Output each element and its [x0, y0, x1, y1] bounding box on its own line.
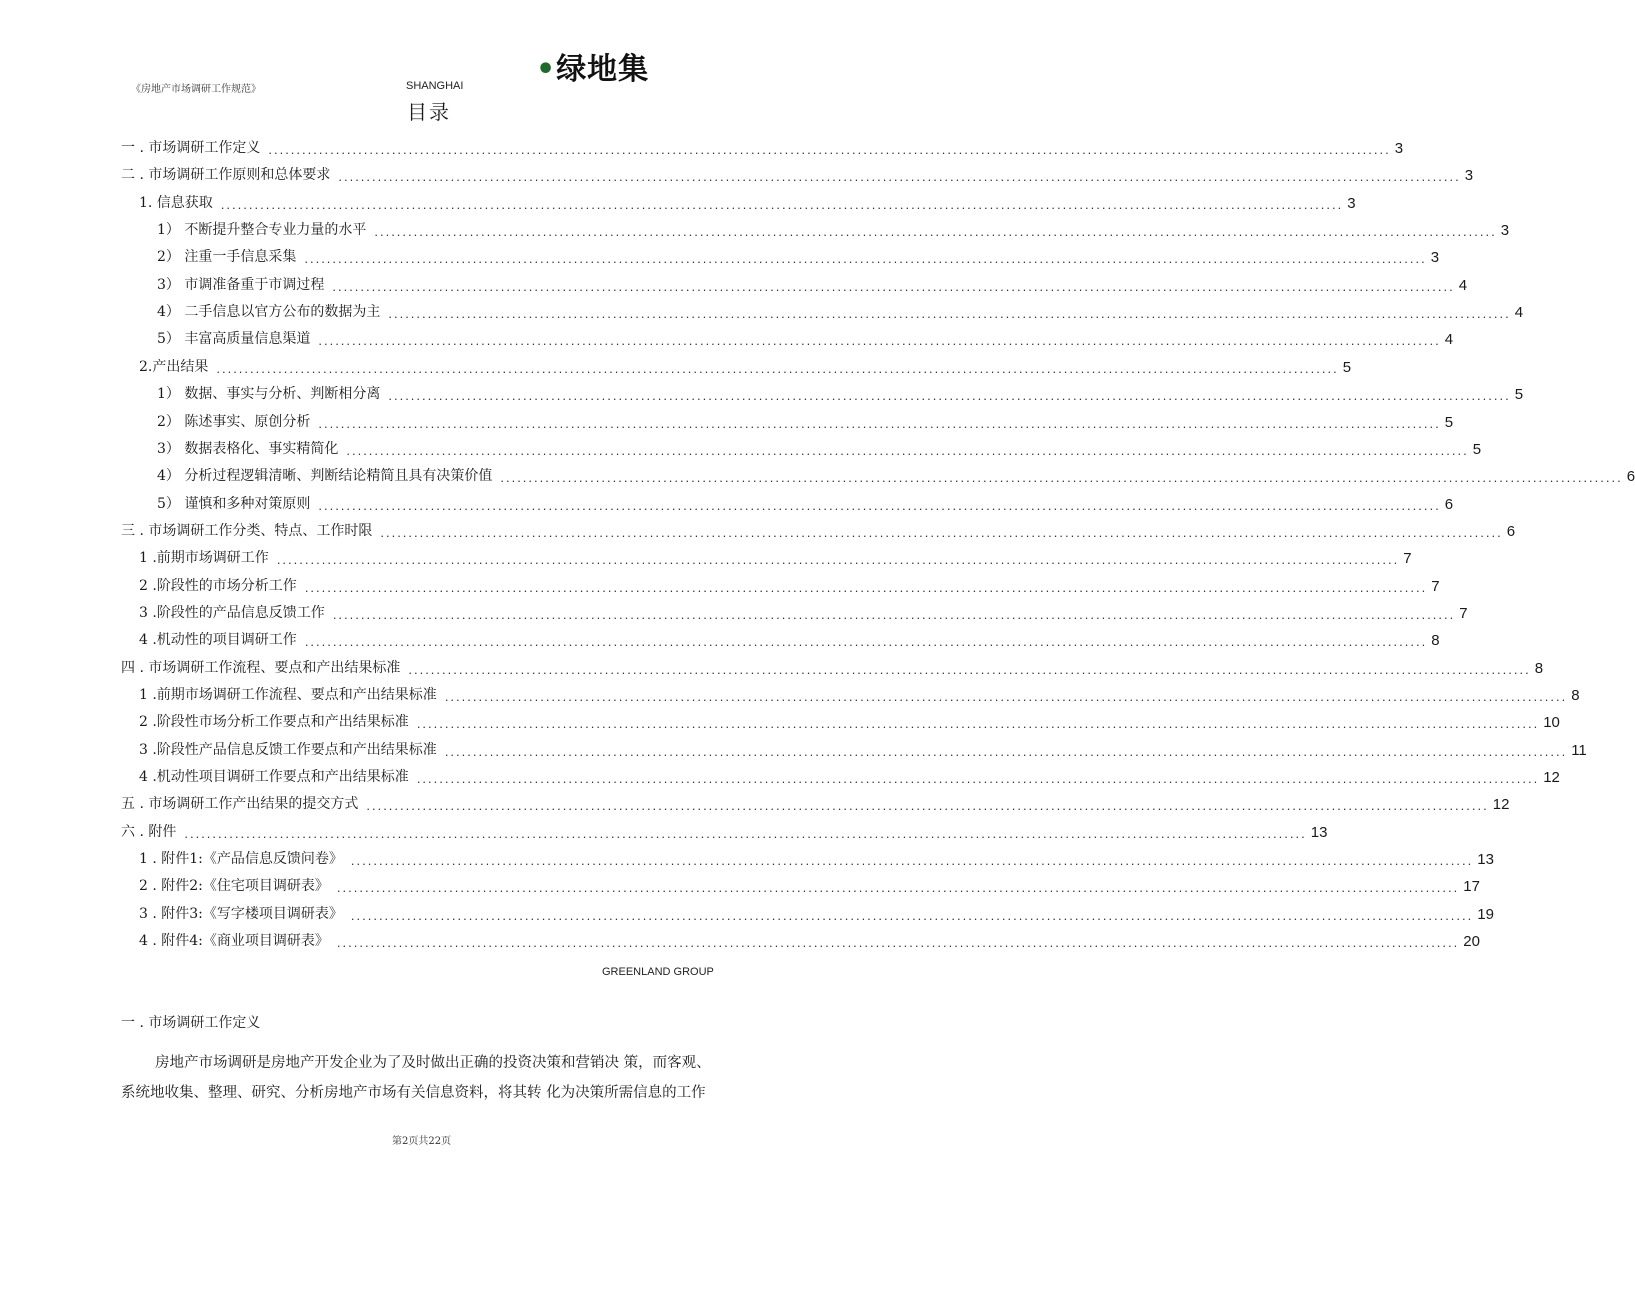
toc-entry-label: 1 .前期市场调研工作流程、要点和产出结果标准: [139, 687, 437, 703]
toc-entry[interactable]: [121, 650, 1544, 677]
toc-entry[interactable]: [139, 868, 1480, 896]
logo-dot: •: [536, 52, 557, 87]
toc-entry-label: 3 .阶段性的产品信息反馈工作: [139, 604, 325, 621]
toc-entry-label: 1 . 附件1:《产品信息反馈问卷》: [139, 851, 343, 868]
toc-entry-page: 6: [1444, 495, 1454, 513]
toc-entry-page: 7: [1403, 550, 1412, 568]
toc-entry[interactable]: [139, 677, 1580, 704]
city-label: SHANGHAI: [406, 80, 464, 92]
toc-entry[interactable]: [121, 513, 1516, 540]
toc-leader-dots: ........................................................................................................................................................................................................: [346, 442, 1469, 458]
toc-leader-dots: ........................................................................................................................................................................................................: [444, 743, 1568, 759]
toc-leader-dots: ........................................................................................................................................................................................................: [268, 142, 1391, 157]
toc-entry-label: 4） 分析过程逻辑清晰、判断结论精简且具有决策价值: [157, 468, 493, 485]
toc-entry-label: 六 . 附件: [121, 823, 177, 840]
paragraph-line: 房地产市场调研是房地产开发企业为了及时做出正确的投资决策和营销决 策，而客观、: [155, 1055, 711, 1071]
toc-leader-dots: ........................................................................................................................................................................................................: [350, 853, 1474, 869]
toc-leader-dots: ........................................................................................................................................................................................................: [276, 552, 1400, 568]
toc-entry-label: 3） 数据表格化、事实精简化: [157, 440, 339, 457]
toc-entry-label: 4 . 附件4:《商业项目调研表》: [139, 933, 329, 950]
toc-entry-page: 10: [1543, 714, 1560, 732]
toc-entry[interactable]: [139, 704, 1560, 732]
toc-entry-label: 2 .阶段性市场分析工作要点和产出结果标准: [139, 714, 409, 731]
toc-entry[interactable]: [139, 622, 1440, 650]
toc-leader-dots: ........................................................................................................................................................................................................: [336, 880, 1460, 896]
toc-entry-page: 13: [1477, 851, 1494, 869]
toc-entry-label: 2） 注重一手信息采集: [157, 249, 297, 266]
toc-entry-page: 5: [1472, 440, 1482, 458]
toc-entry[interactable]: [157, 212, 1510, 240]
toc-entry-page: 12: [1543, 769, 1560, 787]
toc-leader-dots: ........................................................................................................................................................................................................: [332, 278, 1455, 294]
toc-entry-label: 二 . 市场调研工作原则和总体要求: [121, 167, 331, 184]
company-logo: [536, 44, 649, 88]
toc-entry-page: 7: [1459, 604, 1468, 622]
toc-entry[interactable]: [139, 923, 1480, 951]
toc-entry-page: 8: [1431, 632, 1440, 650]
toc-entry[interactable]: [157, 458, 1635, 486]
toc-entry[interactable]: [157, 404, 1454, 431]
toc-entry[interactable]: [139, 568, 1440, 595]
toc-entry-page: 4: [1514, 304, 1524, 322]
toc-leader-dots: ........................................................................................................................................................................................................: [332, 606, 1456, 622]
toc-entry-label: 4） 二手信息以官方公布的数据为主: [157, 304, 381, 321]
toc-leader-dots: ........................................................................................................................................................................................................: [304, 251, 1427, 267]
toc-leader-dots: ........................................................................................................................................................................................................: [416, 771, 1540, 787]
toc-entry[interactable]: [157, 376, 1524, 404]
toc-leader-dots: ........................................................................................................................................................................................................: [350, 907, 1474, 923]
toc-leader-dots: ........................................................................................................................................................................................................: [184, 825, 1307, 841]
toc-entry-label: 三 . 市场调研工作分类、特点、工作时限: [121, 522, 373, 539]
toc-entry[interactable]: [139, 595, 1468, 622]
toc-leader-dots: ........................................................................................................................................................................................................: [416, 716, 1540, 732]
toc-entry-label: 5） 谨慎和多种对策原则: [157, 495, 311, 512]
toc-entry-page: 6: [1626, 468, 1635, 486]
toc-entry-label: 2 .阶段性的市场分析工作: [139, 577, 297, 594]
paragraph-line: 系统地收集、整理、研究、分析房地产市场有关信息资料，将其转 化为决策所需信息的工作: [121, 1085, 706, 1101]
toc-entry-page: 5: [1342, 358, 1352, 376]
toc-entry[interactable]: [157, 486, 1454, 513]
toc-leader-dots: ........................................................................................................................................................................................................: [444, 689, 1568, 704]
toc-leader-dots: ........................................................................................................................................................................................................: [374, 224, 1497, 240]
toc-entry[interactable]: [121, 786, 1510, 814]
document-title: 《房地产市场调研工作规范》: [131, 84, 261, 95]
toc-entry-label: 2 . 附件2:《住宅项目调研表》: [139, 878, 329, 895]
toc-entry-label: 3 .阶段性产品信息反馈工作要点和产出结果标准: [139, 741, 437, 758]
toc-entry-label: 一 . 市场调研工作定义: [121, 140, 261, 156]
toc-entry-page: 13: [1310, 823, 1328, 841]
toc-entry[interactable]: [157, 431, 1482, 458]
toc-leader-dots: ........................................................................................................................................................................................................: [304, 579, 1428, 595]
toc-leader-dots: ........................................................................................................................................................................................................: [408, 661, 1531, 677]
toc-leader-dots: ........................................................................................................................................................................................................: [336, 935, 1460, 951]
toc-leader-dots: ........................................................................................................................................................................................................: [216, 360, 1339, 376]
toc-leader-dots: ........................................................................................................................................................................................................: [366, 798, 1489, 814]
toc-entry-page: 6: [1506, 522, 1516, 540]
toc-entry-page: 8: [1534, 659, 1544, 677]
toc-entry-page: 4: [1444, 331, 1454, 349]
toc-entry-page: 19: [1477, 905, 1494, 923]
toc-heading: 目录: [407, 100, 451, 124]
toc-entry[interactable]: [139, 185, 1356, 212]
toc-entry-page: 3: [1430, 249, 1440, 267]
toc-entry-label: 4 .机动性的项目调研工作: [139, 632, 297, 649]
toc-entry[interactable]: [121, 130, 1404, 157]
section-title: 一 . 市场调研工作定义: [121, 1015, 261, 1031]
toc-entry-label: 四 . 市场调研工作流程、要点和产出结果标准: [121, 659, 401, 676]
group-name: GREENLAND GROUP: [602, 966, 714, 978]
toc-entry-page: 8: [1571, 687, 1580, 704]
toc-entry-label: 五 . 市场调研工作产出结果的提交方式: [121, 796, 359, 813]
toc-entry-label: 2.产出结果: [139, 358, 209, 375]
toc-leader-dots: ........................................................................................................................................................................................................: [500, 470, 1623, 486]
toc-entry-page: 20: [1463, 933, 1480, 951]
toc-entry-label: 1. 信息获取: [139, 194, 213, 211]
toc-entry-page: 7: [1431, 577, 1440, 595]
toc-leader-dots: ........................................................................................................................................................................................................: [380, 524, 1503, 540]
toc-entry-label: 2） 陈述事实、原创分析: [157, 413, 311, 430]
toc-entry[interactable]: [157, 321, 1454, 349]
toc-leader-dots: ........................................................................................................................................................................................................: [220, 196, 1344, 212]
toc-entry[interactable]: [139, 732, 1587, 759]
toc-entry[interactable]: [139, 540, 1412, 568]
page-footer: 第2页共22页: [392, 1136, 452, 1147]
toc-entry[interactable]: [121, 157, 1474, 185]
toc-leader-dots: ........................................................................................................................................................................................................: [338, 169, 1461, 185]
toc-entry-page: 3: [1500, 222, 1510, 240]
toc-entry[interactable]: [157, 294, 1524, 322]
toc-entry-label: 5） 丰富高质量信息渠道: [157, 331, 311, 348]
toc-entry[interactable]: [157, 267, 1468, 294]
toc-entry[interactable]: [157, 239, 1440, 267]
toc-entry-label: 4 .机动性项目调研工作要点和产出结果标准: [139, 769, 409, 786]
toc-entry-label: 1） 不断提升整合专业力量的水平: [157, 222, 367, 239]
toc-leader-dots: ........................................................................................................................................................................................................: [388, 306, 1511, 322]
toc-entry-label: 3） 市调准备重于市调过程: [157, 276, 325, 293]
toc-entry-label: 1） 数据、事实与分析、判断相分离: [157, 386, 381, 403]
toc-entry[interactable]: [139, 759, 1560, 787]
toc-entry-label: 1 .前期市场调研工作: [139, 550, 269, 567]
toc-leader-dots: ........................................................................................................................................................................................................: [318, 333, 1441, 349]
toc-leader-dots: ........................................................................................................................................................................................................: [304, 634, 1428, 650]
toc-entry-page: 12: [1492, 796, 1510, 814]
toc-leader-dots: ........................................................................................................................................................................................................: [318, 497, 1441, 513]
toc-entry[interactable]: [121, 814, 1328, 841]
toc-entry-page: 11: [1571, 741, 1587, 759]
toc-entry-page: 3: [1394, 140, 1404, 157]
toc-entry[interactable]: [139, 896, 1494, 923]
toc-entry[interactable]: [139, 349, 1352, 376]
toc-leader-dots: ........................................................................................................................................................................................................: [318, 415, 1441, 431]
toc-entry-page: 17: [1463, 878, 1480, 896]
toc-leader-dots: ........................................................................................................................................................................................................: [388, 388, 1511, 404]
toc-entry-page: 3: [1347, 194, 1356, 212]
toc-entry-page: 5: [1444, 413, 1454, 431]
toc-entry-label: 3 . 附件3:《写字楼项目调研表》: [139, 905, 343, 922]
toc-entry-page: 4: [1458, 276, 1468, 294]
toc-entry-page: 5: [1514, 386, 1524, 404]
toc-entry[interactable]: [139, 841, 1494, 869]
toc-entry-page: 3: [1464, 167, 1474, 185]
section-paragraph: [121, 1048, 771, 1108]
logo-text: 绿地集: [556, 52, 650, 87]
